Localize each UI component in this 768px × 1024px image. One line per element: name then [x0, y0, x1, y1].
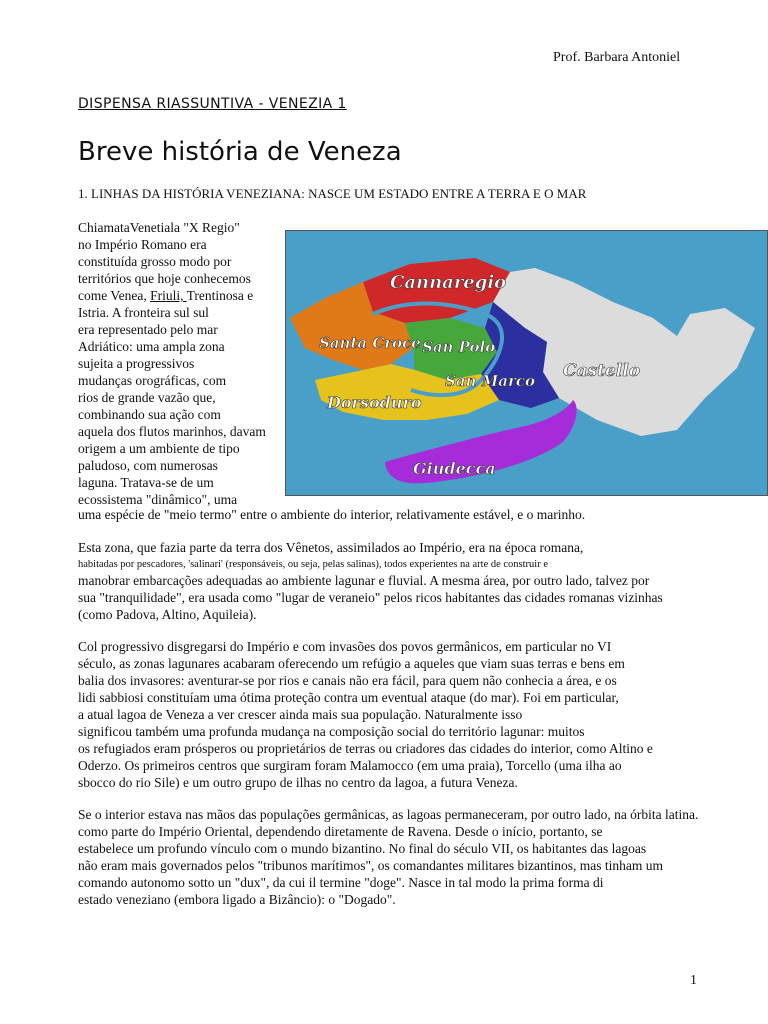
text-span: come Venea,	[78, 288, 151, 303]
paragraph-line: ChiamataVenetiala "X Regio"	[78, 220, 240, 235]
document-heading: DISPENSA RIASSUNTIVA - VENEZIA 1	[78, 96, 347, 112]
venice-map	[285, 230, 768, 496]
paragraph-line: Col progressivo disgregarsi do Império e com invasões dos povos germânicos, em particular no VI	[78, 639, 612, 654]
section-heading: 1. LINHAS DA HISTÓRIA VENEZIANA: NASCE UM ESTADO ENTRE A TERRA E O MAR	[78, 186, 587, 201]
page-title: Breve história de Veneza	[78, 137, 402, 167]
paragraph-line: Se o interior estava nas mãos das populações germânicas, as lagoas permaneceram, por outro lado, na órbita latina.	[78, 807, 699, 822]
friuli-link: Friuli,	[150, 288, 187, 303]
paragraph-line: Adriático: uma ampla zona	[78, 339, 225, 354]
paragraph-line: Oderzo. Os primeiros centros que surgiram foram Malamocco (em uma praia), Torcello (uma ilha ao	[78, 758, 622, 773]
paragraph-line: significou também uma profunda mudança na composição social do território lagunar: muitos	[78, 724, 585, 739]
paragraph-line: habitadas por pescadores, 'salinari' (responsáveis, ou seja, pelas salinas), todos experientes na arte de construir e	[78, 559, 548, 570]
paragraph-line: balia dos invasores: aventurar-se por rios e canais não era fácil, para quem não conhecia a área, e os	[78, 673, 617, 688]
paragraph-line: não eram mais governados pelos "tribunos marítimos", os comandantes militares bizantinos, mas tinham um	[78, 858, 664, 873]
author-name: Prof. Barbara Antoniel	[553, 50, 681, 65]
cannaregio-label: Cannaregio	[390, 272, 507, 293]
paragraph-line: estado veneziano (embora ligado a Bizâncio): o "Dogado".	[78, 892, 396, 907]
paragraph-line: Esta zona, que fazia parte da terra dos Vênetos, assimilados ao Império, era na época romana,	[78, 540, 584, 555]
paragraph-line: laguna. Tratava-se de um	[78, 475, 214, 490]
paragraph-line: (como Padova, Altino, Aquileia).	[78, 607, 257, 622]
paragraph-line: ecossistema "dinâmico", uma	[78, 492, 238, 507]
giudecca-label: Giudecca	[413, 459, 496, 478]
san-marco-label: San Marco	[445, 372, 536, 390]
paragraph-line: os refugiados eram prósperos ou proprietários de terras ou criadores das cidades do interior, como Altino e	[78, 741, 653, 756]
paragraph-line: lidi sabbiosi constituíam uma ótima proteção contra um eventual ataque (do mar). Foi em particular,	[78, 690, 619, 705]
paragraph-line: mudanças orográficas, com	[78, 373, 227, 388]
paragraph-line: comando autonomo sotto un "dux", da cui il termine "doge". Nasce in tal modo la prima forma di	[78, 875, 604, 890]
paragraph-line: uma espécie de "meio termo" entre o ambiente do interior, relativamente estável, e o marinho.	[78, 507, 586, 522]
dorsoduro-label: Dorsoduro	[327, 393, 422, 412]
paragraph-line: século, as zonas lagunares acabaram oferecendo um refúgio a aqueles que viam suas terras e bens em	[78, 656, 625, 671]
paragraph-line: manobrar embarcações adequadas ao ambiente lagunar e fluvial. A mesma área, por outro lado, talvez por	[78, 573, 650, 588]
paragraph-line: rios de grande vazão que,	[78, 390, 216, 405]
paragraph-line: Istria. A fronteira sul sul	[78, 305, 209, 320]
paragraph-line: combinando sua ação com	[78, 407, 221, 422]
santa-croce-label: Santa Croce	[319, 334, 421, 352]
paragraph-line: sbocco do rio Sile) e um outro grupo de ilhas no centro da lagoa, a futura Veneza.	[78, 775, 518, 790]
castello-label: Castello	[563, 361, 641, 381]
paragraph-line: constituída grosso modo por	[78, 254, 232, 269]
paragraph-line: aquela dos flutos marinhos, davam	[78, 424, 266, 439]
paragraph-line: origem a um ambiente de tipo	[78, 441, 240, 456]
paragraph-line: estabelece um profundo vínculo com o mundo bizantino. No final do século VII, os habitantes das lagoas	[78, 841, 647, 856]
san-polo-label: San Polo	[422, 338, 496, 356]
paragraph-line: era representado pelo mar	[78, 322, 218, 337]
paragraph-line: territórios que hoje conhecemos	[78, 271, 251, 286]
paragraph-line: sua "tranquilidade", era usada como "lugar de veraneio" pelos ricos habitantes das cidades romanas vizinhas	[78, 590, 663, 605]
paragraph-line: a atual lagoa de Veneza a ver crescer ainda mais sua população. Naturalmente isso	[78, 707, 523, 722]
paragraph-line: no Império Romano era	[78, 237, 207, 252]
paragraph-line: paludoso, com numerosas	[78, 458, 218, 473]
page-number: 1	[690, 973, 697, 988]
paragraph-line: como parte do Império Oriental, dependendo diretamente de Ravena. Desde o início, portanto, se	[78, 824, 603, 839]
paragraph-line	[78, 288, 253, 304]
paragraph-line: sujeita a progressivos	[78, 356, 195, 371]
text-span: Trentinosa e	[186, 288, 254, 303]
